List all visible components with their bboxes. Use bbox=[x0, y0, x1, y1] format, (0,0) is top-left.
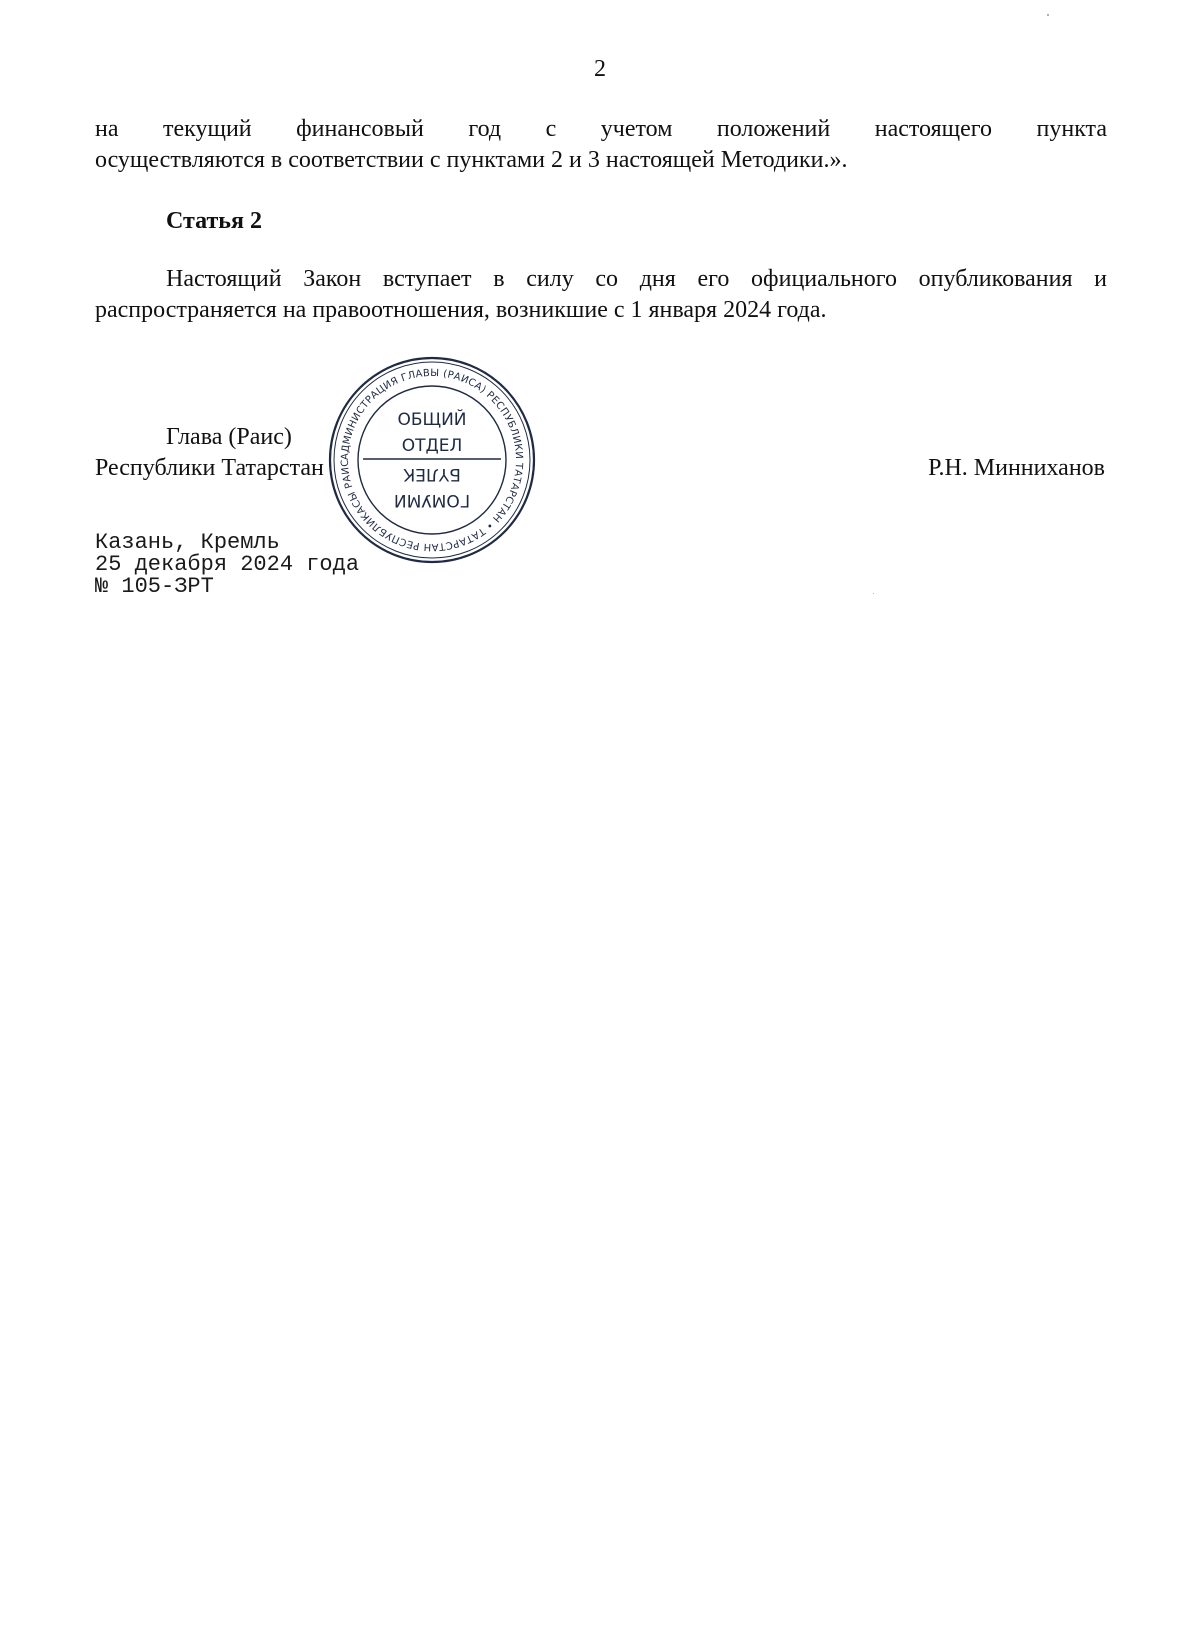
stamp-outer-ring-2 bbox=[334, 362, 530, 558]
paragraph-continuation bbox=[95, 114, 1107, 176]
paragraph-line: осуществляются в соответствии с пунктами 2 и 3 настоящей Методики.». bbox=[95, 147, 848, 173]
signer-title-line-2: Республики Татарстан bbox=[95, 455, 324, 481]
stamp-graphic bbox=[322, 347, 537, 565]
place-date-block bbox=[95, 532, 359, 598]
place: Казань, Кремль bbox=[95, 530, 280, 555]
scan-speck bbox=[1047, 14, 1049, 16]
stamp-center-line-1: ОБЩИЙ bbox=[397, 410, 467, 430]
stamp-inner-ring bbox=[358, 386, 506, 534]
date: 25 декабря 2024 года bbox=[95, 552, 360, 577]
signer-title bbox=[95, 422, 324, 484]
stamp-center-line-2: ОТДЕЛ bbox=[401, 436, 463, 456]
paragraph-article-2 bbox=[95, 264, 1107, 326]
paragraph-line: на текущий финансовый год с учетом положений настоящего пункта bbox=[95, 116, 1107, 142]
official-stamp bbox=[322, 347, 537, 565]
law-number: № 105-ЗРТ bbox=[95, 574, 214, 599]
paragraph-line: распространяется на правоотношения, возникшие с 1 января 2024 года. bbox=[95, 297, 827, 323]
scan-speck bbox=[873, 593, 874, 594]
stamp-center-line-4: БҮЛЕК bbox=[403, 464, 461, 484]
stamp-center-line-3: ГОМУМИ bbox=[393, 490, 471, 510]
article-heading: Статья 2 bbox=[166, 208, 262, 234]
stamp-ring-text: АДМИНИСТРАЦИЯ ГЛАВЫ (РАИСА) РЕСПУБЛИКИ ТАТАРСТАН • ТАТАРСТАН РЕСПУБЛИКАСЫ РАИСЕ АДМИНИСТРАЦИЯСЕ • bbox=[322, 347, 525, 553]
paragraph-line-text: Настоящий Закон вступает в силу со дня его официального опубликования и bbox=[166, 266, 1107, 292]
stamp-outer-ring bbox=[330, 358, 534, 562]
signer-name: Р.Н. Минниханов bbox=[928, 455, 1105, 481]
signer-title-line-1: Глава (Раис) bbox=[166, 424, 292, 450]
paragraph-line bbox=[95, 264, 1107, 295]
page-number: 2 bbox=[594, 56, 606, 82]
